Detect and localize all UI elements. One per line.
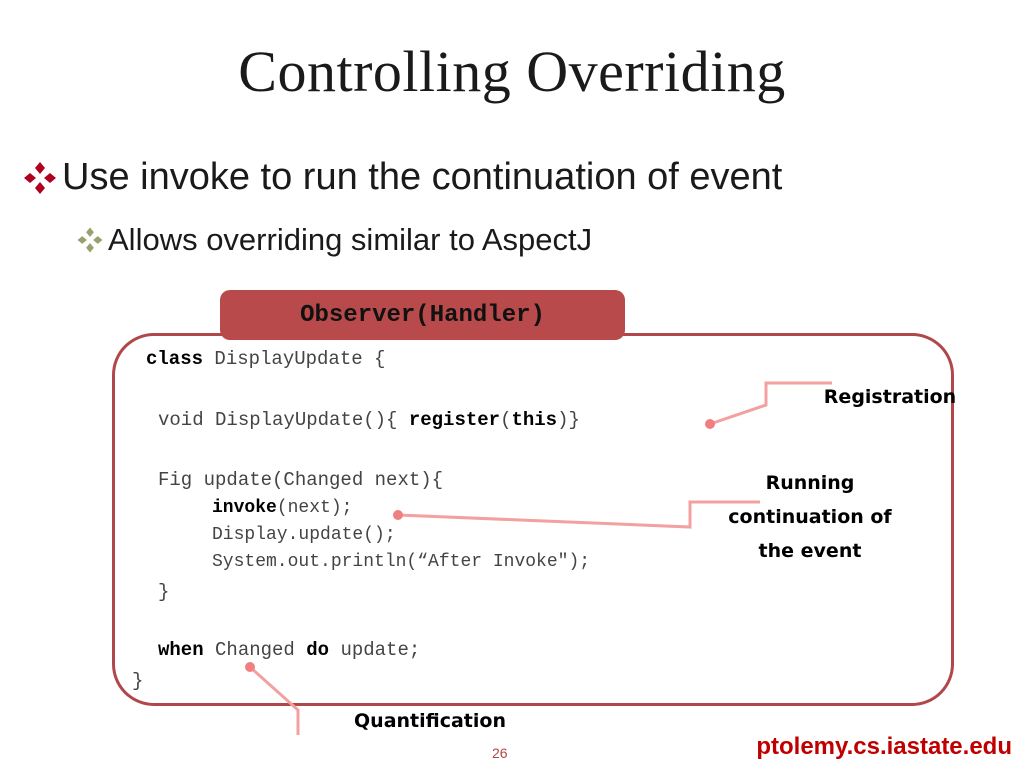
running-label-line-2: continuation of (728, 506, 892, 528)
quantification-label: Quantification (354, 710, 506, 732)
bullet-2-text: Allows overriding similar to AspectJ (108, 222, 593, 257)
quantification-dot (245, 662, 255, 672)
code-line-display-update: Display.update(); (212, 525, 396, 545)
bullet-1-text: Use invoke to run the continuation of event (62, 156, 783, 198)
registration-dot (705, 419, 715, 429)
running-label-line-3: the event (758, 540, 862, 562)
footer-url: ptolemy.cs.iastate.edu (756, 733, 1012, 760)
handler-method: update; (329, 639, 421, 661)
registration-label: Registration (823, 386, 957, 408)
keyword-register: register (408, 409, 501, 431)
page-number: 26 (492, 745, 508, 761)
quantification-connector (250, 667, 298, 735)
slide-title: Controlling Overriding (238, 39, 786, 104)
keyword-class: class (146, 348, 204, 370)
paren-open: ( (500, 409, 512, 431)
paren-close: )} (557, 409, 580, 431)
invoke-args: (next); (276, 498, 353, 518)
observer-handler-tab: Observer(Handler) (220, 290, 625, 340)
class-name: DisplayUpdate { (203, 348, 386, 370)
running-dot (393, 510, 403, 520)
code-line-println: System.out.println(“After Invoke"); (212, 552, 591, 572)
keyword-do: do (306, 639, 330, 661)
running-label (700, 466, 920, 568)
code-line-close-class: } (132, 670, 144, 692)
code-line-close-method: } (158, 581, 170, 603)
running-label-line-1: Running (765, 472, 855, 494)
keyword-when: when (158, 639, 204, 661)
keyword-invoke: invoke (212, 498, 277, 518)
event-type: Changed (203, 639, 307, 661)
keyword-this: this (511, 409, 558, 431)
constructor-signature: void DisplayUpdate(){ (158, 409, 409, 431)
code-line-update-method: Fig update(Changed next){ (158, 469, 444, 491)
